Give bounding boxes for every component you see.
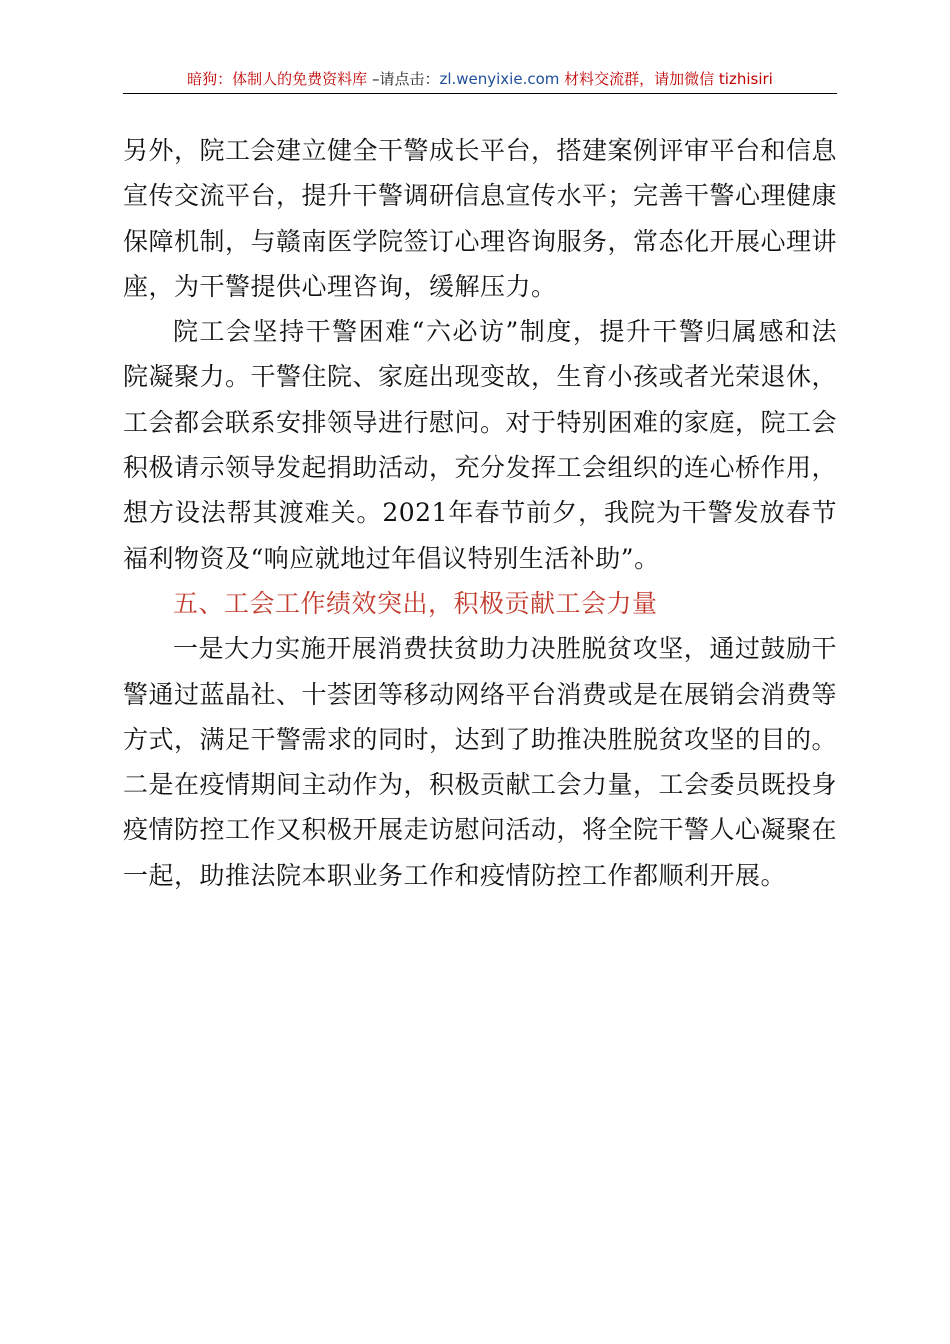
header-link[interactable]: zl.wenyixie.com [439,70,560,88]
page-header [123,66,837,92]
header-site-name: 暗狗：体制人的免费资料库 [187,70,368,88]
document-body [123,128,837,898]
paragraph-poverty-epidemic: 一是大力实施开展消费扶贫助力决胜脱贫攻坚，通过鼓励干警通过蓝晶社、十荟团等移动网络平台消费或是在展销会消费等方式，满足干警需求的同时，达到了助推决胜脱贫攻坚的目的。二是在疫情期间主动作为，积极贡献工会力量，工会委员既投身疫情防控工作又积极开展走访慰问活动，将全院干警人心凝聚在一起，助推法院本职业务工作和疫情防控工作都顺利开展。 [123,634,838,890]
paragraph-hardship-visits: 院工会坚持干警困难“六必访”制度，提升干警归属感和法院凝聚力。干警住院、家庭出现变故，生育小孩或者光荣退休，工会都会联系安排领导进行慰问。对于特别困难的家庭，院工会积极请示领导发起捐助活动，充分发挥工会组织的连心桥作用，想方设法帮其渡难关。2021年春节前夕，我院为干警发放春节福利物资及“响应就地过年倡议特别生活补助”。 [123,317,838,573]
paragraph-growth-platform: 另外，院工会建立健全干警成长平台，搭建案例评审平台和信息宣传交流平台，提升干警调研信息宣传水平；完善干警心理健康保障机制，与赣南医学院签订心理咨询服务，常态化开展心理讲座，为干警提供心理咨询，缓解压力。 [123,136,838,301]
section-heading-five: 五、工会工作绩效突出，积极贡献工会力量 [173,588,658,618]
header-divider [123,93,837,94]
header-wechat-note: 材料交流群，请加微信 tizhisiri [559,70,773,88]
header-click-prompt: –请点击： [367,70,440,88]
